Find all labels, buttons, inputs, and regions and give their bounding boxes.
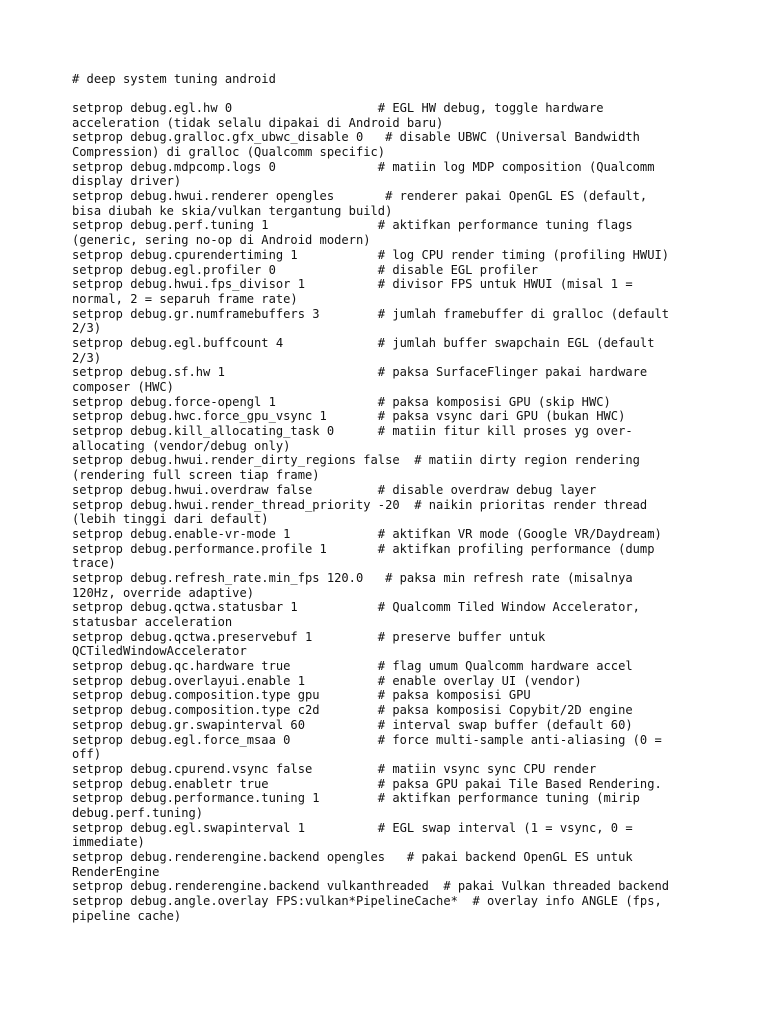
setprop-command-line: setprop debug.performance.profile 1 # aktifkan profiling performance (dump [72,541,655,556]
setprop-command-line: setprop debug.enable-vr-mode 1 # aktifkan VR mode (Google VR/Daydream) [72,526,662,541]
setprop-command-line: setprop debug.egl.swapinterval 1 # EGL swap interval (1 = vsync, 0 = [72,820,633,835]
setprop-command-line: setprop debug.cpurend.vsync false # matiin vsync sync CPU render [72,761,597,776]
setprop-command-line: setprop debug.force-opengl 1 # paksa komposisi GPU (skip HWC) [72,394,611,409]
blank-line [72,87,712,101]
comment-continuation-line: RenderEngine [72,864,160,879]
setprop-command-line: setprop debug.enabletr true # paksa GPU pakai Tile Based Rendering. [72,776,662,791]
comment-continuation-line: QCTiledWindowAccelerator [72,644,247,659]
setprop-command-line: setprop debug.refresh_rate.min_fps 120.0 # paksa min refresh rate (misalnya [72,570,633,585]
comment-continuation-line: trace) [72,556,116,571]
document-heading: # deep system tuning android [72,72,276,86]
setprop-command-line: setprop debug.perf.tuning 1 # aktifkan performance tuning flags [72,218,633,233]
setprop-command-line: setprop debug.kill_allocating_task 0 # matiin fitur kill proses yg over- [72,424,633,439]
setprop-command-line: setprop debug.overlayui.enable 1 # enable overlay UI (vendor) [72,673,582,688]
setprop-command-line: setprop debug.qc.hardware true # flag umum Qualcomm hardware accel [72,659,633,674]
setprop-command-line: setprop debug.egl.hw 0 # EGL HW debug, toggle hardware [72,100,604,115]
comment-continuation-line: normal, 2 = separuh frame rate) [72,291,298,306]
setprop-command-line: setprop debug.renderengine.backend vulkanthreaded # pakai Vulkan threaded backend [72,879,670,894]
comment-continuation-line: statusbar acceleration [72,615,233,630]
setprop-command-line: setprop debug.hwc.force_gpu_vsync 1 # paksa vsync dari GPU (bukan HWC) [72,409,626,424]
comment-continuation-line: Compression) di gralloc (Qualcomm specific) [72,145,386,160]
setprop-command-line: setprop debug.angle.overlay FPS:vulkan*PipelineCache* # overlay info ANGLE (fps, [72,894,662,909]
setprop-command-line: setprop debug.egl.profiler 0 # disable EGL profiler [72,262,538,277]
setprop-command-line: setprop debug.composition.type gpu # paksa komposisi GPU [72,688,531,703]
setprop-command-line: setprop debug.hwui.renderer opengles # renderer pakai OpenGL ES (default, [72,189,648,204]
setprop-command-line: setprop debug.gralloc.gfx_ubwc_disable 0 # disable UBWC (Universal Bandwidth [72,130,640,145]
comment-continuation-line: 120Hz, override adaptive) [72,585,255,600]
setprop-command-line: setprop debug.egl.force_msaa 0 # force multi-sample anti-aliasing (0 = [72,732,662,747]
setprop-command-line: setprop debug.gr.swapinterval 60 # interval swap buffer (default 60) [72,717,633,732]
comment-continuation-line: off) [72,747,102,762]
setprop-command-line: setprop debug.gr.numframebuffers 3 # jumlah framebuffer di gralloc (default [72,306,670,321]
comment-continuation-line: immediate) [72,835,145,850]
setprop-command-line: setprop debug.hwui.render_thread_priority -20 # naikin prioritas render thread [72,497,648,512]
setprop-command-line: setprop debug.egl.buffcount 4 # jumlah buffer swapchain EGL (default [72,335,655,350]
setprop-command-line: setprop debug.sf.hw 1 # paksa SurfaceFlinger pakai hardware [72,365,648,380]
setprop-command-line: setprop debug.composition.type c2d # paksa komposisi Copybit/2D engine [72,703,633,718]
setprop-command-line: setprop debug.qctwa.statusbar 1 # Qualcomm Tiled Window Accelerator, [72,600,640,615]
comment-continuation-line: (rendering full screen tiap frame) [72,468,320,483]
comment-continuation-line: acceleration (tidak selalu dipakai di Android baru) [72,115,444,130]
comment-continuation-line: allocating (vendor/debug only) [72,438,291,453]
setprop-command-line: setprop debug.renderengine.backend opengles # pakai backend OpenGL ES untuk [72,850,633,865]
setprop-command-line: setprop debug.hwui.fps_divisor 1 # divisor FPS untuk HWUI (misal 1 = [72,277,633,292]
comment-continuation-line: (lebih tinggi dari default) [72,512,269,527]
comment-continuation-line: bisa diubah ke skia/vulkan tergantung build) [72,203,393,218]
comment-continuation-line: (generic, sering no-op di Android modern) [72,233,371,248]
setprop-command-line: setprop debug.qctwa.preservebuf 1 # preserve buffer untuk [72,629,546,644]
setprop-command-line: setprop debug.hwui.overdraw false # disable overdraw debug layer [72,482,597,497]
setprop-command-line: setprop debug.cpurendertiming 1 # log CPU render timing (profiling HWUI) [72,247,670,262]
setprop-command-line: setprop debug.hwui.render_dirty_regions false # matiin dirty region rendering [72,453,640,468]
comment-continuation-line: pipeline cache) [72,908,182,923]
comment-continuation-line: debug.perf.tuning) [72,805,204,820]
setprop-command-line: setprop debug.mdpcomp.logs 0 # matiin log MDP composition (Qualcomm [72,159,655,174]
code-listing [72,72,712,923]
comment-continuation-line: display driver) [72,174,182,189]
comment-continuation-line: 2/3) [72,350,102,365]
setprop-command-line: setprop debug.performance.tuning 1 # aktifkan performance tuning (mirip [72,791,640,806]
comment-continuation-line: composer (HWC) [72,380,174,395]
comment-continuation-line: 2/3) [72,321,102,336]
